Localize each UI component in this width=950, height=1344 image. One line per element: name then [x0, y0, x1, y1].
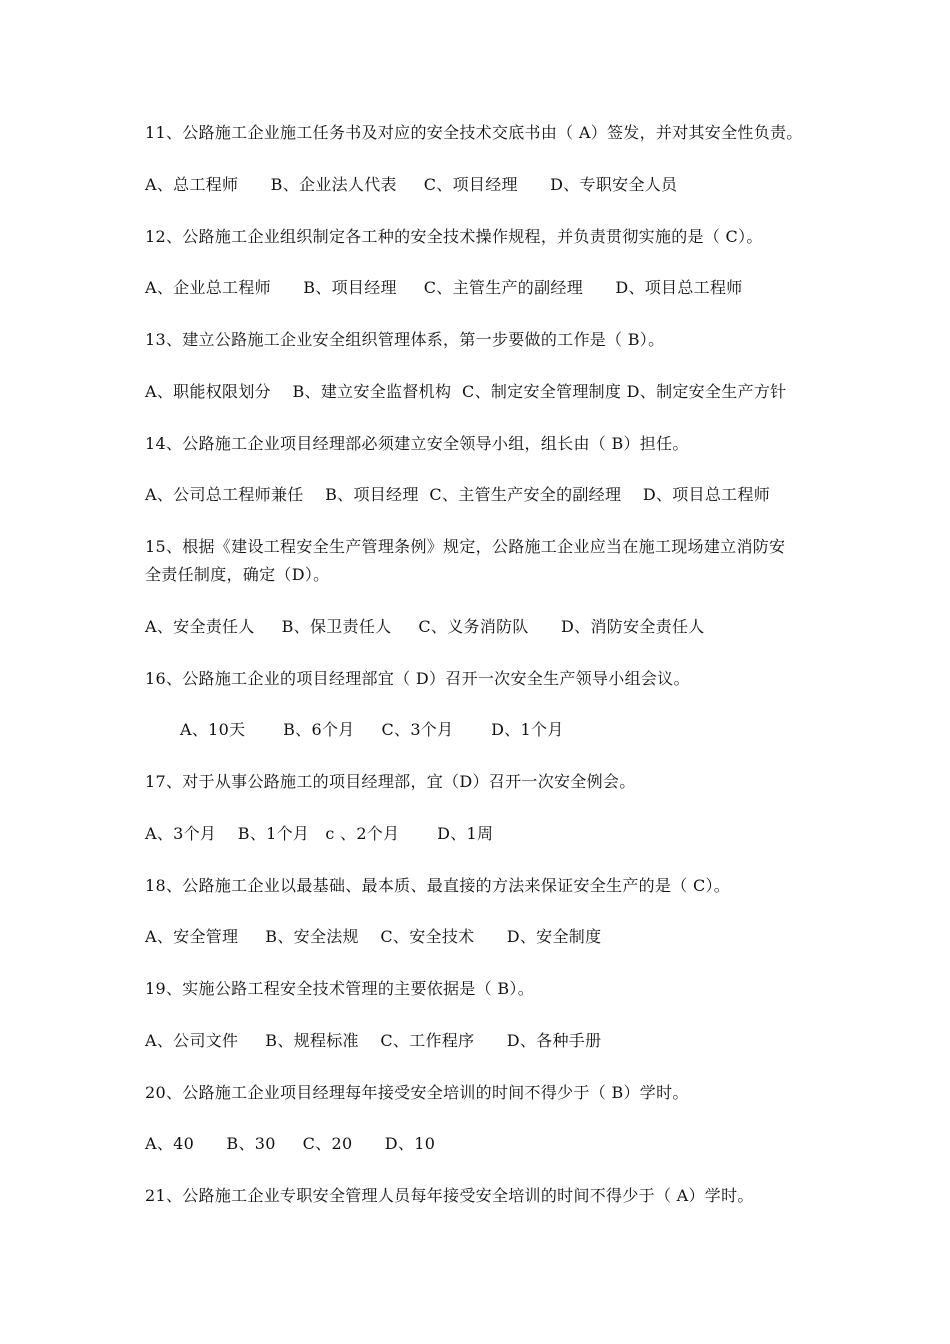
question-12: 12、公路施工企业组织制定各工种的安全技术操作规程，并负责贯彻实施的是（ C）。 [145, 227, 763, 246]
question-11: 11、公路施工企业施工任务书及对应的安全技术交底书由（ A）签发，并对其安全性负责。 [145, 123, 803, 142]
question-18: 18、公路施工企业以最基础、最本质、最直接的方法来保证安全生产的是（ C）。 [145, 876, 731, 895]
question-17: 17、对于从事公路施工的项目经理部，宜（D）召开一次安全例会。 [145, 772, 636, 791]
question-14: 14、公路施工企业项目经理部必须建立安全领导小组，组长由（ B）担任。 [145, 434, 689, 453]
options-15: A、安全责任人 B、保卫责任人 C、义务消防队 D、消防安全责任人 [145, 617, 705, 636]
options-11: A、总工程师 B、企业法人代表 C、项目经理 D、专职安全人员 [145, 175, 678, 194]
options-16: A、10天 B、6个月 C、3个月 D、1个月 [180, 720, 564, 739]
options-12: A、企业总工程师 B、项目经理 C、主管生产的副经理 D、项目总工程师 [145, 278, 743, 297]
question-20: 20、公路施工企业项目经理每年接受安全培训的时间不得少于（ B）学时。 [145, 1083, 689, 1102]
question-19: 19、实施公路工程安全技术管理的主要依据是（ B）。 [145, 979, 535, 998]
question-13: 13、建立公路施工企业安全组织管理体系，第一步要做的工作是（ B）。 [145, 330, 665, 349]
options-17: A、3个月 B、1个月 c 、2个月 D、1周 [145, 824, 494, 843]
options-20: A、40 B、30 C、20 D、10 [145, 1134, 436, 1153]
question-15-line-1: 15、根据《建设工程安全生产管理条例》规定，公路施工企业应当在施工现场建立消防安 [145, 537, 786, 556]
options-14: A、公司总工程师兼任 B、项目经理 C、主管生产安全的副经理 D、项目总工程师 [145, 485, 771, 504]
options-19: A、公司文件 B、规程标准 C、工作程序 D、各种手册 [145, 1031, 602, 1050]
question-21: 21、公路施工企业专职安全管理人员每年接受安全培训的时间不得少于（ A）学时。 [145, 1186, 754, 1205]
question-15-line-2: 全责任制度，确定（D）。 [145, 565, 330, 584]
options-18: A、安全管理 B、安全法规 C、安全技术 D、安全制度 [145, 927, 602, 946]
question-16: 16、公路施工企业的项目经理部宜（ D）召开一次安全生产领导小组会议。 [145, 669, 690, 688]
options-13: A、职能权限划分 B、建立安全监督机构 C、制定安全管理制度 D、制定安全生产方针 [145, 382, 787, 401]
